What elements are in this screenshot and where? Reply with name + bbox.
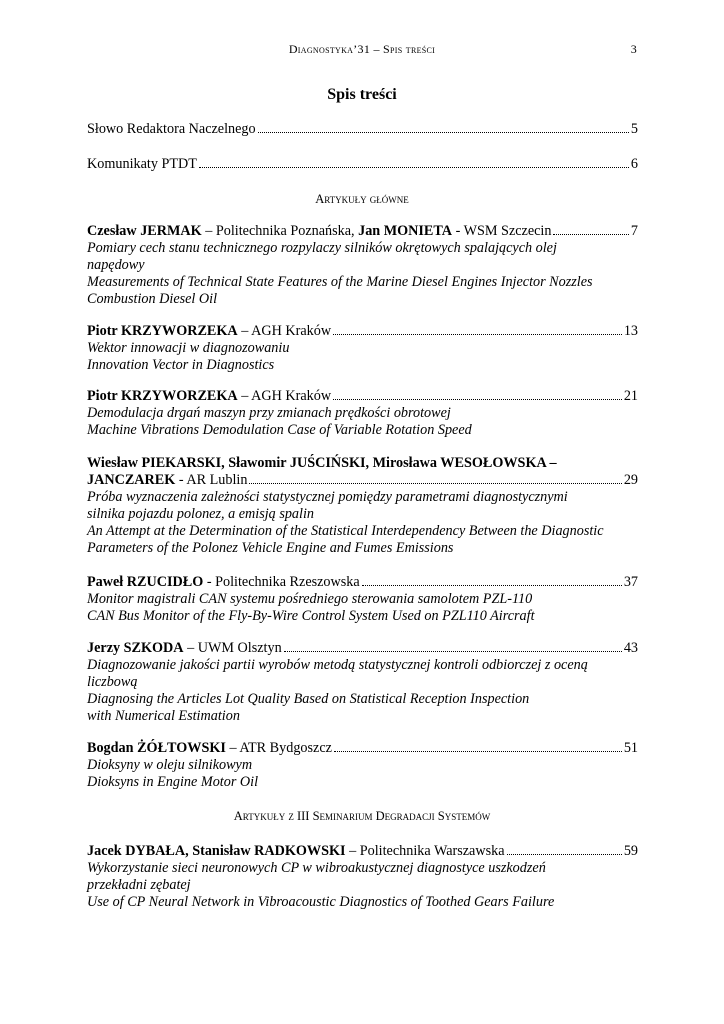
dot-leader	[199, 167, 629, 168]
title-pl: Monitor magistrali CAN systemu pośredniego sterowania samolotem PZL-110	[87, 591, 533, 607]
dot-leader	[284, 651, 622, 652]
title-en: An Attempt at the Determination of the Statistical Interdependency Between the Diagnostic	[87, 523, 604, 539]
author: Wiesław PIEKARSKI, Sławomir JUŚCIŃSKI, Mirosława WESOŁOWSKA –	[87, 455, 557, 471]
toc-page: 21	[623, 388, 638, 404]
toc-page: 37	[623, 574, 638, 590]
title-pl-cont: silnika pojazdu polonez, a emisją spalin	[87, 506, 314, 522]
toc-label: Słowo Redaktora Naczelnego	[87, 121, 256, 137]
toc-page: 51	[623, 740, 638, 756]
affiliation: - Politechnika Rzeszowska	[203, 574, 360, 590]
title-pl: Wektor innowacji w diagnozowaniu	[87, 340, 290, 356]
title-en-cont: Combustion Diesel Oil	[87, 291, 218, 307]
title-pl-cont: liczbową	[87, 674, 138, 690]
toc-entry[interactable]	[87, 223, 638, 308]
title-pl: Diagnozowanie jakości partii wyrobów metodą statystycznej kontroli odbiorczej z oceną	[87, 657, 588, 673]
toc-entry[interactable]	[87, 388, 638, 439]
toc-entry[interactable]	[87, 323, 638, 374]
toc-entry-ptdt[interactable]	[87, 156, 638, 173]
author: Jan MONIETA	[358, 223, 453, 239]
dot-leader	[258, 132, 629, 133]
dot-leader	[333, 334, 622, 335]
affiliation: – AGH Kraków	[237, 323, 332, 339]
dot-leader	[249, 483, 621, 484]
dot-leader	[333, 399, 622, 400]
affiliation: – UWM Olsztyn	[183, 640, 282, 656]
running-header	[0, 42, 724, 58]
toc-entry[interactable]	[87, 740, 638, 791]
title-pl: Wykorzystanie sieci neuronowych CP w wibroakustycznej diagnostyce uszkodzeń	[87, 860, 546, 876]
toc-label: Komunikaty PTDT	[87, 156, 197, 172]
author: Piotr KRZYWORZEKA	[87, 388, 238, 404]
title-en: CAN Bus Monitor of the Fly-By-Wire Control System Used on PZL110 Aircraft	[87, 608, 535, 624]
section-heading-seminar: Artykuły z III Seminarium Degradacji Systemów	[233, 809, 491, 823]
title-en: Innovation Vector in Diagnostics	[87, 357, 275, 373]
toc-page: 59	[623, 843, 638, 859]
title-pl-cont: napędowy	[87, 257, 145, 273]
title-pl-cont: przekładni zębatej	[87, 877, 191, 893]
author: Paweł RZUCIDŁO	[87, 574, 204, 590]
title-en: Dioksyns in Engine Motor Oil	[87, 774, 259, 790]
author: JANCZAREK	[87, 472, 176, 488]
author: Jerzy SZKODA	[87, 640, 184, 656]
affiliation: – AGH Kraków	[237, 388, 332, 404]
toc-entry[interactable]	[87, 640, 638, 725]
toc-entry[interactable]	[87, 574, 638, 625]
toc-page: 13	[623, 323, 638, 339]
title-pl: Dioksyny w oleju silnikowym	[87, 757, 253, 773]
title-pl: Pomiary cech stanu technicznego rozpylaczy silników okrętowych spalających olej	[87, 240, 557, 256]
dot-leader	[507, 854, 622, 855]
affiliation: - AR Lublin	[175, 472, 248, 488]
dot-leader	[553, 234, 628, 235]
author: Czesław JERMAK	[87, 223, 202, 239]
title-en: Diagnosing the Articles Lot Quality Based on Statistical Reception Inspection	[87, 691, 530, 707]
page-title: Spis treści	[327, 86, 397, 103]
title-pl: Próba wyznaczenia zależności statystycznej pomiędzy parametrami diagnostycznymi	[87, 489, 568, 505]
author: Bogdan ŻÓŁTOWSKI	[87, 740, 226, 756]
title-en: Use of CP Neural Network in Vibroacoustic Diagnostics of Toothed Gears Failure	[87, 894, 555, 910]
toc-page: 5	[630, 121, 638, 137]
toc-page: 7	[630, 223, 638, 239]
title-en-cont: with Numerical Estimation	[87, 708, 240, 724]
affiliation: – Politechnika Warszawska	[345, 843, 505, 859]
author: Jacek DYBAŁA, Stanisław RADKOWSKI	[87, 843, 346, 859]
toc-page: 6	[630, 156, 638, 172]
toc-entry[interactable]	[87, 843, 638, 911]
dot-leader	[334, 751, 622, 752]
running-title: Diagnostyka’31 – Spis treści	[288, 42, 436, 56]
affiliation: – ATR Bydgoszcz	[225, 740, 332, 756]
title-en-cont: Parameters of the Polonez Vehicle Engine and Fumes Emissions	[87, 540, 454, 556]
affiliation: - WSM Szczecin	[452, 223, 552, 239]
toc-page: 29	[623, 472, 638, 488]
toc-entry[interactable]	[87, 455, 638, 557]
section-heading-main: Artykuły główne	[315, 192, 409, 206]
author: Piotr KRZYWORZEKA	[87, 323, 238, 339]
title-pl: Demodulacja drgań maszyn przy zmianach prędkości obrotowej	[87, 405, 451, 421]
toc-page: 43	[623, 640, 638, 656]
dot-leader	[362, 585, 622, 586]
page-number: 3	[630, 42, 637, 56]
title-en: Measurements of Technical State Features of the Marine Diesel Engines Injector Nozzles	[87, 274, 593, 290]
title-en: Machine Vibrations Demodulation Case of Variable Rotation Speed	[87, 422, 472, 438]
affiliation: – Politechnika Poznańska,	[201, 223, 359, 239]
toc-entry-editor[interactable]	[87, 121, 638, 138]
